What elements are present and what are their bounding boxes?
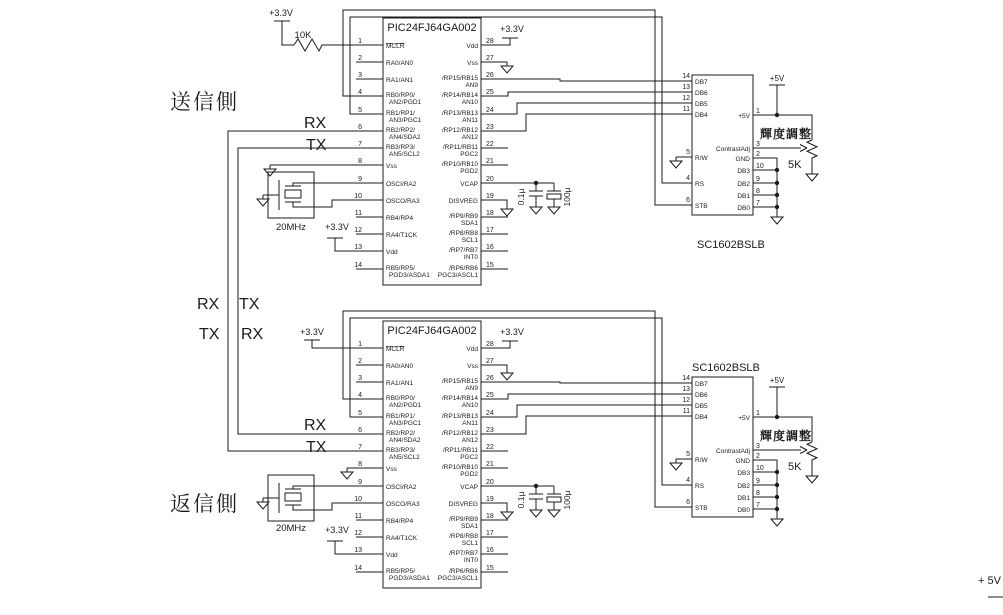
mcu-bot-pin-label-17: /RP8/RB8 [449,533,478,540]
lcd-top-pin-label-8: DB1 [737,193,750,200]
mcu-bot-pin-num-5: 5 [358,410,362,417]
section-label-receiver: 返信側 [170,493,239,516]
mcu-bottom-title: PIC24FJ64GA002 [387,325,477,337]
mcu-top-pin-num-15: 15 [486,262,494,269]
mcu-top-pin-label-1: MCLR [386,43,405,50]
lcd-bot-pin-num-7: 7 [756,502,760,509]
mcu-top-pin-label2-4: AN2/PGD1 [389,99,422,106]
ground-icon [257,195,269,206]
mcu-top-pin-label2-15: PGC3/ASCL1 [437,272,478,279]
mcu-bot-pin-num-24: 24 [486,410,494,417]
mcu-bot-pin-label-16: /RP7/RB7 [449,550,478,557]
mcu-bot-pin-num-4: 4 [358,392,362,399]
lcd-bottom-pins [682,375,764,514]
mcu-top-pin-label2-22: PGC2 [460,151,478,158]
lcd-top-pin-label-10: DB3 [737,168,750,175]
mcu-top-pin-num-22: 22 [486,141,494,148]
lcd-top-pin-label-12: DB5 [695,101,708,108]
mcu-top-pin-label-5: RB1/RP1/ [386,110,415,117]
mcu-bot-pin-num-22: 22 [486,444,494,451]
lcd-top-pin-label-2: GND [735,156,750,163]
v5-label-lcd-top: +5V [769,74,785,83]
mcu-top-pin-label2-6: AN4/SDA2 [389,134,421,141]
tx-label-mcu-bottom: TX [306,439,327,456]
ground-icon [530,506,542,517]
mcu-top-pin-label-26: /RP15/RB15 [441,75,478,82]
mcu-top-pin-num-16: 16 [486,244,494,251]
lcd-top-pin-label-11: DB4 [695,112,708,119]
mcu-top-pin-label-23: /RP12/RB12 [441,127,478,134]
ground-icon [670,459,682,470]
ground-icon [806,472,818,483]
crystal-bottom-element [285,493,301,501]
lcd-bot-pin-label-1: +5V [738,415,750,422]
mcu-bot-pin-num-1: 1 [358,341,362,348]
lcd-top-pin-num-12: 12 [682,95,690,102]
rx-label-mid-right: RX [241,326,264,343]
ground-icon [530,203,542,214]
lcd-top-pins [682,73,764,212]
contrast-adjust-label-top: 輝度調整 [760,127,813,141]
mcu-bot-pin-num-3: 3 [358,375,362,382]
mcu-bottom-pins [354,341,494,582]
mcu-top-pin-label2-24: AN11 [462,117,478,124]
mcu-bot-pin-label2-21: PGD2 [460,471,478,478]
mcu-bot-pin-label-11: RB4/RP4 [386,518,414,525]
mcu-bot-pin-num-12: 12 [354,530,362,537]
mcu-bot-pin-label-6: RB2/RP2/ [386,430,415,437]
junction-dot [775,507,779,511]
mcu-bot-pin-num-17: 17 [486,530,494,537]
mcu-bot-pin-num-21: 21 [486,461,494,468]
mcu-top-pin-num-21: 21 [486,158,494,165]
lcd-bot-pin-num-1: 1 [756,410,760,417]
mcu-bot-pin-num-25: 25 [486,392,494,399]
ground-icon [771,213,783,224]
v33-label-bottom-vdd28: +3.3V [500,327,524,337]
mcu-bot-pin-num-8: 8 [358,461,362,468]
section-label-transmitter: 送信側 [170,91,239,114]
mcu-top-pin-label-28: Vdd [466,43,478,50]
lcd-top-pin-num-9: 9 [756,176,760,183]
mcu-bot-pin-label-20: VCAP [460,484,478,491]
mcu-top-pin-label-12: RA4/T1CK [386,232,418,239]
junction-dot [775,113,779,117]
mcu-bot-pin-num-14: 14 [354,565,362,572]
lcd-top-pin-label-9: DB2 [737,181,750,188]
mcu-top-pin-num-6: 6 [358,124,362,131]
mcu-bot-pin-label2-7: AN5/SCL2 [389,454,420,461]
lcd-top-pin-num-13: 13 [682,84,690,91]
mcu-top-pin-label-9: OSCI/RA2 [386,181,417,188]
junction-dot [775,495,779,499]
lcd-bot-pin-num-11: 11 [682,408,690,415]
mcu-top-pin-num-25: 25 [486,89,494,96]
mcu-bot-pin-label-18: /RP9/RB9 [449,516,478,523]
mcu-bot-pin-num-13: 13 [354,547,362,554]
wires-bottom-assembly [228,311,1003,597]
lcd-top-pin-label-13: DB6 [695,90,708,97]
mcu-bot-pin-label-25: /RP14/RB14 [441,395,478,402]
mcu-top-pin-num-1: 1 [358,38,362,45]
lcd-top-pin-label-4: RS [695,181,705,188]
ground-icon [257,498,269,509]
mcu-bot-pin-label2-14: PGD3/ASDA1 [389,575,430,582]
lcd-bot-pin-label-14: DB7 [695,381,708,388]
mcu-top-pin-num-7: 7 [358,141,362,148]
mcu-top-pin-label2-16: INT0 [463,254,478,261]
mcu-bot-pin-label-22: /RP11/RB11 [442,447,478,454]
mcu-bot-pin-num-10: 10 [354,496,362,503]
mcu-bot-pin-label-9: OSCI/RA2 [386,484,417,491]
lcd-bot-pin-label-4: RS [695,483,705,490]
mcu-bot-pin-num-19: 19 [486,496,494,503]
v5-label-lcd-bottom: +5V [769,376,785,385]
junction-dot [775,415,779,419]
mcu-bot-pin-label2-16: INT0 [463,557,478,564]
mcu-bot-pin-label-15: /RP6/RB6 [449,568,478,575]
mcu-top-pin-num-11: 11 [354,210,362,217]
lcd-top-pin-num-7: 7 [756,200,760,207]
mcu-bot-pin-label2-26: AN9 [465,385,478,392]
lcd-top-pin-num-11: 11 [682,106,690,113]
lcd-bot-pin-label-13: DB6 [695,392,708,399]
mcu-top-pin-label-14: RB5/RP5/ [386,265,415,272]
mcu-top-pin-label-10: OSCO/RA3 [386,198,420,205]
lcd-top-pin-label-7: DB0 [737,205,750,212]
mcu-bot-pin-label-4: RB0/RP0/ [386,395,415,402]
lcd-bot-pin-label-8: DB1 [737,495,750,502]
lcd-bot-pin-num-10: 10 [756,465,764,472]
lcd-top-pin-label-6: STB [695,203,708,210]
mcu-bot-pin-label2-17: SCL1 [461,540,478,547]
mcu-bot-pin-label-23: /RP12/RB12 [441,430,478,437]
mcu-bot-pin-num-20: 20 [486,479,494,486]
mcu-bot-pin-label2-15: PGC3/ASCL1 [437,575,478,582]
mcu-top-pin-label-19: DISVREG [448,198,478,205]
mcu-top-pin-label-3: RA1/AN1 [386,77,414,84]
lcd-top-pin-num-10: 10 [756,163,764,170]
crystal-top-element [285,190,301,198]
mcu-bot-pin-label2-18: SDA1 [461,523,478,530]
mcu-bot-pin-num-6: 6 [358,427,362,434]
lcd-bot-pin-label-5: R/W [695,457,708,464]
lcd-bot-pin-label-9: DB2 [737,483,750,490]
mcu-top-pin-num-27: 27 [486,55,494,62]
tx-label-mid-left: TX [199,326,220,343]
mcu-top-pin-label2-14: PGD3/ASDA1 [389,272,430,279]
mcu-top-pin-label2-17: SCL1 [461,237,478,244]
ground-icon [548,203,560,214]
junction-dot [775,181,779,185]
v33-label-bottom-mclr: +3.3V [300,327,324,337]
mcu-top-pin-num-18: 18 [486,210,494,217]
mcu-top-pin-num-5: 5 [358,107,362,114]
mcu-bot-pin-num-23: 23 [486,427,494,434]
v33-label-top-vdd28: +3.3V [500,24,524,34]
mcu-top-pin-num-20: 20 [486,176,494,183]
mcu-bot-pin-label-24: /RP13/RB13 [441,413,478,420]
v33-label-bottom-vdd13: +3.3V [325,525,349,535]
mcu-bot-pin-num-16: 16 [486,547,494,554]
junction-dot [775,168,779,172]
lcd-top-pin-num-4: 4 [686,175,690,182]
lcd-top-pin-num-2: 2 [756,151,760,158]
pot-value-bottom: 5K [788,461,802,473]
mcu-bot-pin-label-1: MCLR [386,346,405,353]
mcu-bot-pin-label-28: Vdd [466,346,478,353]
mcu-top-pin-num-2: 2 [358,55,362,62]
lcd-bot-pin-num-8: 8 [756,490,760,497]
lcd-top-pin-num-14: 14 [682,73,690,80]
mcu-bot-pin-label-8: Vss [386,466,397,473]
lcd-top-pin-label-1: +5V [738,113,750,120]
xtal-top-label: 20MHz [275,222,307,233]
tx-label-mid-right: TX [239,296,260,313]
mcu-bot-pin-label-27: Vss [467,363,478,370]
electrolytic-cap-top-plate [547,194,561,199]
mcu-top-pin-label-27: Vss [467,60,478,67]
mcu-bot-pin-label2-4: AN2/PGD1 [389,402,422,409]
mcu-top-pin-label-7: RB3/RP3/ [386,144,415,151]
mcu-top-pin-label-17: /RP8/RB8 [449,230,478,237]
tx-label-mcu-top: TX [306,137,327,154]
mcu-bot-pin-num-15: 15 [486,565,494,572]
mcu-top-pin-num-28: 28 [486,38,494,45]
mcu-top-pin-label2-26: AN9 [465,82,478,89]
mcu-top-pin-label-6: RB2/RP2/ [386,127,415,134]
mcu-top-pin-label-11: RB4/RP4 [386,215,414,222]
lcd-bot-pin-num-2: 2 [756,453,760,460]
mcu-top-pin-num-3: 3 [358,72,362,79]
mcu-top-pin-label-24: /RP13/RB13 [441,110,478,117]
pot-value-top: 5K [788,159,802,171]
mcu-bot-pin-num-26: 26 [486,375,494,382]
junction-dot [775,193,779,197]
lcd-bot-pin-num-12: 12 [682,397,690,404]
mcu-top-title: PIC24FJ64GA002 [387,22,477,34]
lcd-top-pin-num-6: 6 [686,197,690,204]
mcu-top-pin-num-9: 9 [358,176,362,183]
lcd-top-pin-num-3: 3 [756,141,760,148]
mcu-bot-pin-num-18: 18 [486,513,494,520]
junction-dot [775,470,779,474]
mcu-top-pin-num-12: 12 [354,227,362,234]
ground-icon [501,508,513,519]
mcu-bot-pin-label-7: RB3/RP3/ [386,447,415,454]
mcu-bot-pin-label2-22: PGC2 [460,454,478,461]
mcu-bot-pin-num-2: 2 [358,358,362,365]
lcd-top-pin-label-14: DB7 [695,79,708,86]
rx-label-mid-left: RX [197,296,220,313]
rx-label-mcu-bottom: RX [304,417,327,434]
mcu-top-pins [354,38,494,279]
mcu-top-pin-num-23: 23 [486,124,494,131]
ground-icon [501,62,513,73]
mcu-bot-pin-num-7: 7 [358,444,362,451]
lcd-bot-pin-label-10: DB3 [737,470,750,477]
mcu-top-pin-num-10: 10 [354,193,362,200]
mcu-top-pin-label2-23: AN12 [461,134,478,141]
lcd-bot-pin-label-6: STB [695,505,708,512]
ground-icon [341,468,353,479]
cap-large-top-label: 100μ [562,187,572,207]
mcu-top-pin-label-20: VCAP [460,181,478,188]
mcu-bot-pin-num-9: 9 [358,479,362,486]
rx-label-mcu-top: RX [304,115,327,132]
v33-label-top-vdd13: +3.3V [325,222,349,232]
wires-top-assembly [228,10,817,451]
mcu-top-pin-label2-25: AN10 [461,99,478,106]
lcd-bot-pin-num-13: 13 [682,386,690,393]
ground-icon [501,369,513,380]
mcu-bot-pin-label-12: RA4/T1CK [386,535,418,542]
v33-label-top-mclr: +3.3V [269,8,293,18]
mcu-bot-pin-label2-25: AN10 [461,402,478,409]
mcu-top-pin-num-24: 24 [486,107,494,114]
junction-dot [534,181,538,185]
mcu-bot-pin-label-10: OSCO/RA3 [386,501,420,508]
lcd-bot-pin-num-9: 9 [756,478,760,485]
pullup-resistor-label: 10K [294,30,312,41]
lcd-bot-pin-label-7: DB0 [737,507,750,514]
mcu-top-pin-num-13: 13 [354,244,362,251]
mcu-top-pin-label-25: /RP14/RB14 [441,92,478,99]
mcu-top-pin-label2-7: AN5/SCL2 [389,151,420,158]
mcu-bot-pin-label2-6: AN4/SDA2 [389,437,421,444]
lcd-bot-pin-label-2: GND [735,458,750,465]
mcu-top-pin-label-15: /RP6/RB6 [449,265,478,272]
lcd-top-title: SC1602BSLB [697,239,765,251]
mcu-bot-pin-label2-23: AN12 [461,437,478,444]
mcu-bot-pin-num-27: 27 [486,358,494,365]
mcu-top-pin-label-4: RB0/RP0/ [386,92,415,99]
mcu-top-pin-label2-18: SDA1 [461,220,478,227]
mcu-bot-pin-label2-24: AN11 [462,420,478,427]
mcu-bot-pin-label-19: DISVREG [448,501,478,508]
lcd-bot-pin-num-6: 6 [686,499,690,506]
lcd-bot-pin-label-3: ContrastAdj [716,448,750,455]
lcd-bot-pin-num-4: 4 [686,477,690,484]
xtal-bottom-label: 20MHz [275,523,307,534]
lcd-bot-pin-num-5: 5 [686,451,690,458]
mcu-bot-pin-label-3: RA1/AN1 [386,380,414,387]
mcu-bot-pin-label-13: Vdd [386,552,398,559]
mcu-top-pin-label2-21: PGD2 [460,168,478,175]
mcu-bot-pin-label-5: RB1/RP1/ [386,413,415,420]
mcu-top-pin-label-21: /RP10/RB10 [441,161,478,168]
mcu-top-pin-label-18: /RP9/RB9 [449,213,478,220]
ground-icon [670,157,682,168]
lcd-bot-pin-num-14: 14 [682,375,690,382]
mcu-bot-pin-num-28: 28 [486,341,494,348]
lcd-top-pin-label-3: ContrastAdj [716,146,750,153]
mcu-top-pin-label-16: /RP7/RB7 [449,247,478,254]
ground-icon [548,506,560,517]
mcu-bot-pin-num-11: 11 [354,513,362,520]
lcd-top-pin-num-8: 8 [756,188,760,195]
junction-dot [775,483,779,487]
cap-small-top-label: 0.1μ [516,188,526,206]
mcu-bot-pin-label-2: RA0/AN0 [386,363,414,370]
lcd-top-pin-num-1: 1 [756,108,760,115]
mcu-top-pin-num-17: 17 [486,227,494,234]
ground-icon [501,205,513,216]
lcd-bot-pin-label-11: DB4 [695,414,708,421]
mcu-bot-pin-label-26: /RP15/RB15 [441,378,478,385]
lcd-top-pin-num-5: 5 [686,149,690,156]
cap-large-bottom-label: 100μ [562,490,572,510]
mcu-top-pin-num-14: 14 [354,262,362,269]
mcu-top-pin-label-22: /RP11/RB11 [442,144,478,151]
mcu-top-pin-label-13: Vdd [386,249,398,256]
mcu-bot-pin-label-14: RB5/RP5/ [386,568,415,575]
lcd-top-pin-label-5: R/W [695,155,708,162]
v5-label-corner: + 5V [978,575,1001,587]
mcu-top-pin-num-4: 4 [358,89,362,96]
lcd-bot-pin-num-3: 3 [756,443,760,450]
mcu-top-pin-label2-5: AN3/PGC1 [389,117,422,124]
junction-dot [775,205,779,209]
ground-icon [771,515,783,526]
ground-icon [806,170,818,181]
contrast-adjust-label-bottom: 輝度調整 [760,429,813,443]
lcd-bot-pin-label-12: DB5 [695,403,708,410]
lcd-bottom-title: SC1602BSLB [692,362,760,374]
mcu-top-pin-label-2: RA0/AN0 [386,60,414,67]
mcu-bot-pin-label-21: /RP10/RB10 [441,464,478,471]
junction-dot [534,484,538,488]
mcu-bot-pin-label2-5: AN3/PGC1 [389,420,422,427]
mcu-top-pin-num-8: 8 [358,158,362,165]
mcu-top-pin-label-8: Vss [386,163,397,170]
cap-small-bottom-label: 0.1μ [516,491,526,509]
mcu-top-pin-num-19: 19 [486,193,494,200]
electrolytic-cap-bottom-plate [547,497,561,502]
ground-icon [264,165,276,176]
mcu-top-pin-num-26: 26 [486,72,494,79]
